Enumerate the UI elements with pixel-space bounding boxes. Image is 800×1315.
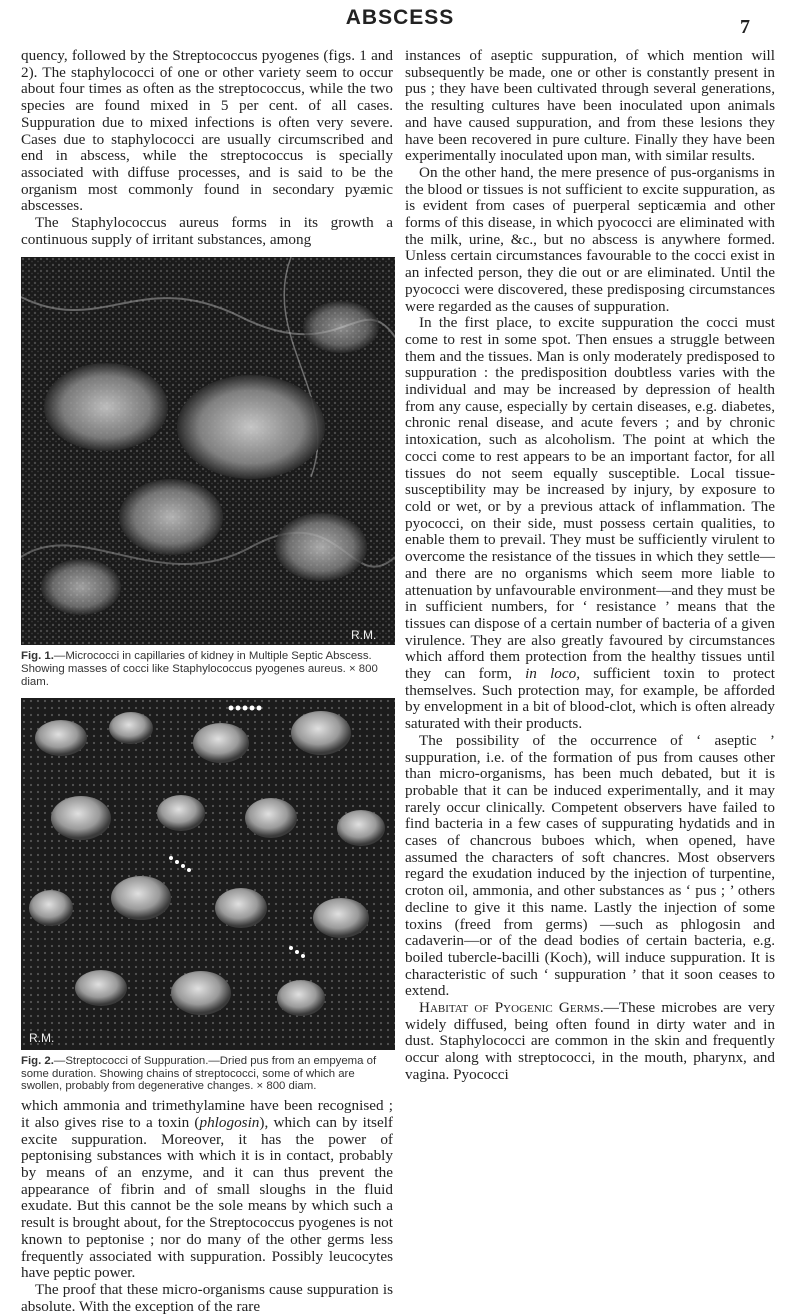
paragraph: The possibility of the occurrence of ‘ aseptic ’ suppuration, i.e. of the formation of pus from causes other than micro-organisms, has been much debated, but it is probable that it can be induced experimentally, and it may rarely occur clinically. Competent observers have failed to find bacteria in a few cases of suppurating hydatids and in cases of chancrous buboes which, when opened, have assumed the characters of soft chancres. Most observers regard the exudation induced by the injection of turpentine, croton oil, ammonia, and other substances as ‘ pus ; ’ others decline to give it this name. Lastly the injection of some toxins (freed from germs) —such as phlogosin and cadaverin—or of the dead bodies of certain bacteria, e.g. boiled tubercle-bacilli (Koch), will induce suppuration. It is characteristic of such ‘ suppuration ’ that it soon ceases to extend. [405, 731, 775, 1000]
figure-initials: R.M. [29, 1030, 55, 1045]
figure-1 [21, 257, 393, 688]
paragraph [405, 315, 775, 733]
text-run: —These microbes are very widely diffused, being often found in dirty water and in dust. Staphylococci are common in the skin and frequently occur along with streptococci, in the mouth, pharynx, and vagina. Pyococci [405, 999, 775, 1083]
paragraph: instances of aseptic suppuration, of which mention will subsequently be made, one or other is constantly present in pus ; they have been cultivated through several generations, the resulting cultures have been inoculated upon animals and have caused suppuration, and from these lesions they have been recovered in pure culture. Finally they have been experimentally inoculated upon man, with similar results. [405, 47, 775, 165]
micrograph-kidney-image [21, 257, 395, 645]
page-number: 7 [740, 16, 750, 38]
italic-term: phlogosin [199, 1113, 260, 1131]
micrograph-pus-image [21, 698, 395, 1050]
section-heading: Habitat of Pyogenic Germs. [419, 999, 604, 1017]
figure-2-caption [21, 1055, 393, 1093]
figure-initials: R.M. [351, 628, 377, 643]
running-title: ABSCESS [345, 6, 455, 29]
figure-label: Fig. 2. [21, 1054, 54, 1067]
paragraph: The Staphylococcus aureus forms in its growth a continuous supply of irritant substances, among [21, 214, 393, 248]
figure-1-caption [21, 650, 393, 688]
paragraph: On the other hand, the mere presence of pus-organisms in the blood or tissues is not sufficient to excite suppuration, as is evident from cases of puerperal septicæmia and other forms of this disease, in which pyococci are eliminated with the milk, urine, &c., but no abscess is anywhere formed. Unless certain circumstances favourable to the cocci exist in an infected person, they die out or are eliminated. Until the pyococci were discovered, these predisposing circumstances were regarded as the causes of suppuration. [405, 163, 775, 315]
text-run: , sufficient toxin to protect themselves. Such protection may, for example, be afforded by envelopment in a bit of blood-clot, which is often already saturated with their products. [405, 665, 775, 733]
figure-label: Fig. 1. [21, 650, 54, 663]
caption-text: —Streptococci of Suppuration.—Dried pus from an empyema of some duration. Showing chains of streptococci, some of which are swollen, probably from degenerative changes. × 800 diam. [21, 1054, 377, 1093]
paragraph: quency, followed by the Streptococcus pyogenes (figs. 1 and 2). The staphylococci of one or other variety seem to occur about four times as often as the streptococcus, while the two species are found mixed in 5 per cent. of all cases. Suppuration due to mixed infections is often very severe. Cases due to staphylococci are usually circumscribed and end in abscess, while the streptococcus is specially associated with diffuse processes, and is said to be the organism most commonly found in secondary pyæmic abscesses. [21, 47, 393, 215]
paragraph [21, 1098, 393, 1282]
paragraph: The proof that these micro-organisms cause suppuration is absolute. With the exception of the rare [21, 1280, 393, 1315]
text-run: ), which can by itself excite suppuration. Moreover, it has the power of peptonising substances with which it is in contact, probably by means of an enzyme, and it can thus prevent the appearance of fibrin and of small sloughs in the fluid exudate. But this cannot be the sole means by which such a result is brought about, for the Streptococcus pyogenes is not known to peptonise ; nor do many of the other germs less frequently associated with suppuration. Possibly leucocytes have peptic power. [21, 1113, 393, 1282]
figure-2 [21, 698, 393, 1093]
text-run: In the first place, to excite suppuration the cocci must come to rest in some spot. Then ensues a struggle between them and the tissues. Man is only moderately predisposed to suppuration : the predisposition doubtless varies with the individual and may be increased by depression of health from any cause, especially by certain diseases, e.g. diabetes, chronic renal disease, and acute fevers ; and by chronic intoxication, such as alcoholism. The point at which the cocci come to rest appears to be an important factor, for all tissues do not seem equally susceptible. Local tissue-susceptibility may be increased by injury, by exposure to cold or wet, or by a previous attack of inflammation. The pyococci, on their side, must possess certain qualities, to enable them to prevail. They must be sufficiently virulent to overcome the resistance of the tissues in which they settle—and there are no organisms which seem more liable to attenuation by unfavourable environment—and they must be in sufficient numbers, for ‘ resistance ’ means that the tissues can dispose of a certain number of bacteria of a given virulence. They are also greatly favoured by circumstances which afford them protection from the healthy tissues until they can form, [405, 314, 775, 683]
page-header [0, 6, 800, 36]
italic-term: in loco [525, 665, 577, 683]
paragraph [405, 1000, 775, 1084]
left-column [21, 48, 393, 1315]
caption-text: —Micrococci in capillaries of kidney in Multiple Septic Abscess. Showing masses of cocci like Staphylococcus pyogenes aureus. × 800 diam. [21, 650, 378, 689]
right-column [405, 48, 775, 1084]
text-run: which ammonia and trimethylamine have been recognised ; it also gives rise to a toxin ( [21, 1097, 393, 1131]
